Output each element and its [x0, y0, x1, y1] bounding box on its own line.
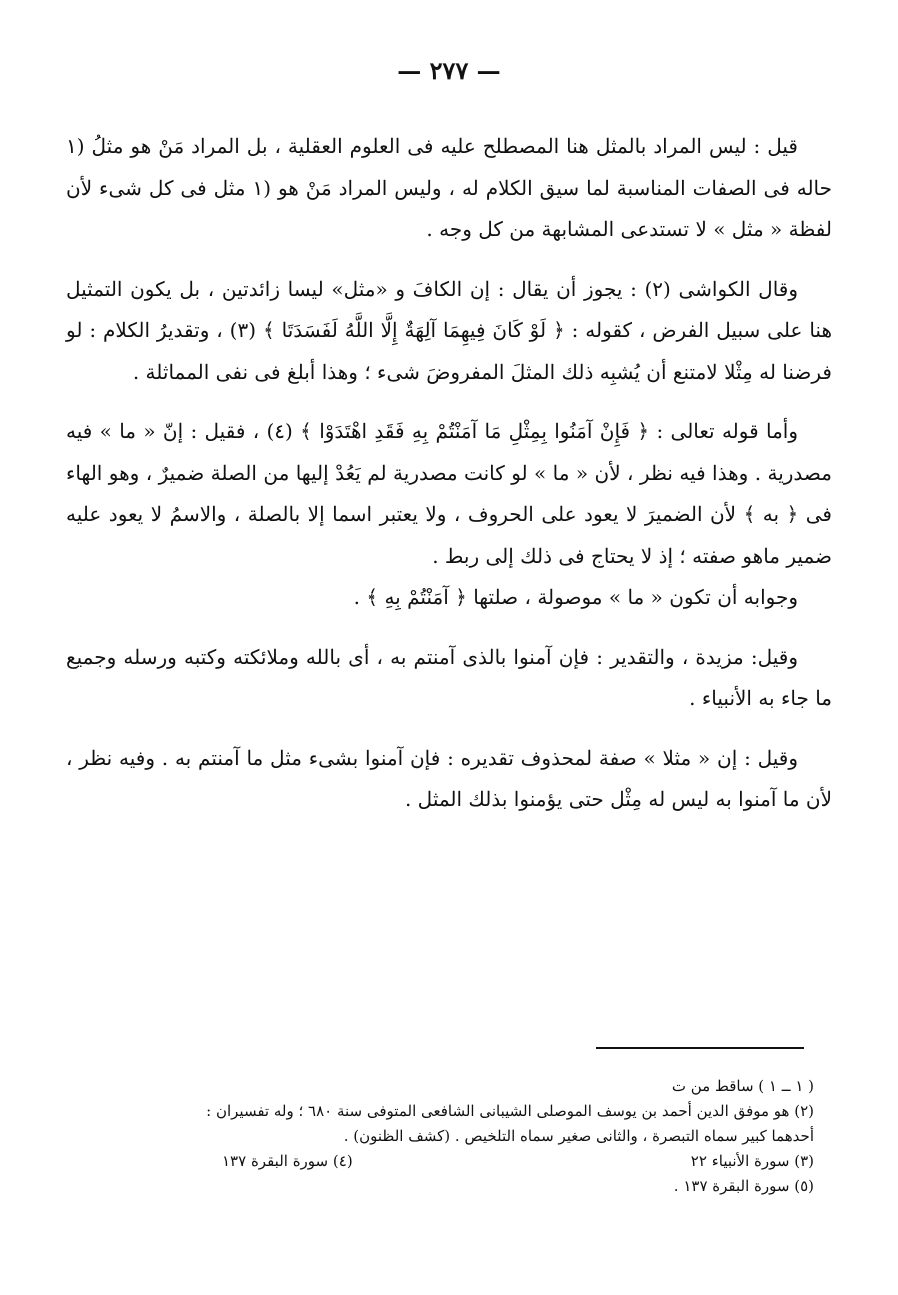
footnote-2-line-1: (٢) هو موفق الدين أحمد بن يوسف الموصلى الشيبانى الشافعى المتوفى سنة ٦٨٠ ؛ وله تفسيران :	[206, 1102, 814, 1120]
footnote-divider	[596, 1047, 804, 1049]
paragraph-1: قيل : ليس المراد بالمثل هنا المصطلح عليه فى العلوم العقلية ، بل المراد مَنْ هو مثلُ (١ حاله فى الصفات المناسبة لما سيق الكلام له ، وليس المراد مَنْ هو (١ مثل فى كل شىء لأن لفظة « مثل » لا تستدعى المشابهة من كل وجه .	[66, 134, 832, 241]
paragraph-2: وقال الكواشى (٢) : يجوز أن يقال : إن الكافَ و «مثل» ليسا زائدتين ، بل يكون التمثيل هنا على سبيل الفرض ، كقوله : ﴿ لَوْ كَانَ فِيهِمَا آلِهَةٌ إِلَّا اللَّهُ لَفَسَدَتَا ﴾ (٣) ، وتقديرُ الكلام : لو فرضنا له مِثْلا لامتنع أن يُشبِه ذلك المثلَ المفروضَ شىء ؛ وهذا أبلغ فى نفى المماثلة .	[66, 276, 832, 384]
paragraph-4: وجوابه أن تكون « ما » موصولة ، صلتها ﴿ آمَنْتُمْ بِهِ ﴾ .	[353, 585, 798, 609]
footnotes	[72, 1074, 814, 1199]
paragraph-6: وقيل : إن « مثلا » صفة لمحذوف تقديره : فإن آمنوا بشىء مثل ما آمنتم به . وفيه نظر ، لأن ما آمنوا به ليس له مِثْل حتى يؤمنوا بذلك المثل .	[66, 745, 832, 811]
footnote-2-line-2: أحدهما كبير سماه التبصرة ، والثانى صغير سماه التلخيص . (كشف الظنون) .	[343, 1127, 814, 1145]
page-number: — ٢٧٧ —	[397, 56, 501, 85]
footnote-row-3-4	[72, 1149, 814, 1174]
footnote-5: (٥) سورة البقرة ١٣٧ .	[673, 1177, 814, 1195]
paragraph-5: وقيل: مزيدة ، والتقدير : فإن آمنوا بالذى آمنتم به ، أى بالله وملائكته وكتبه ورسله وجميع ما جاء به الأنبياء .	[66, 644, 832, 710]
footnote-3: (٣) سورة الأنبياء ٢٢	[690, 1152, 814, 1170]
footnote-1: ( ١ ــ ١ ) ساقط من ت	[671, 1077, 814, 1095]
main-text	[66, 126, 832, 821]
paragraph-3: وأما قوله تعالى : ﴿ فَإِنْ آمَنُوا بِمِثْلِ مَا آمَنْتُمْ بِهِ فَقَدِ اهْتَدَوْا ﴾ (٤) ، فقيل : إنّ « ما » فيه مصدرية . وهذا فيه نظر ، لأن « ما » لو كانت مصدرية لم يَعُدْ إليها من الصلة ضميرٌ ، وهو الهاء فى ﴿ به ﴾ لأن الضميرَ لا يعود على الحروف ، ولا يعتبر اسما إلا بالصلة ، والاسمُ لا يعود عليه ضمير ماهو صفته ؛ إذ لا يحتاج فى ذلك إلى ربط .	[66, 419, 832, 568]
footnote-4: (٤) سورة البقرة ١٣٧	[222, 1152, 353, 1170]
